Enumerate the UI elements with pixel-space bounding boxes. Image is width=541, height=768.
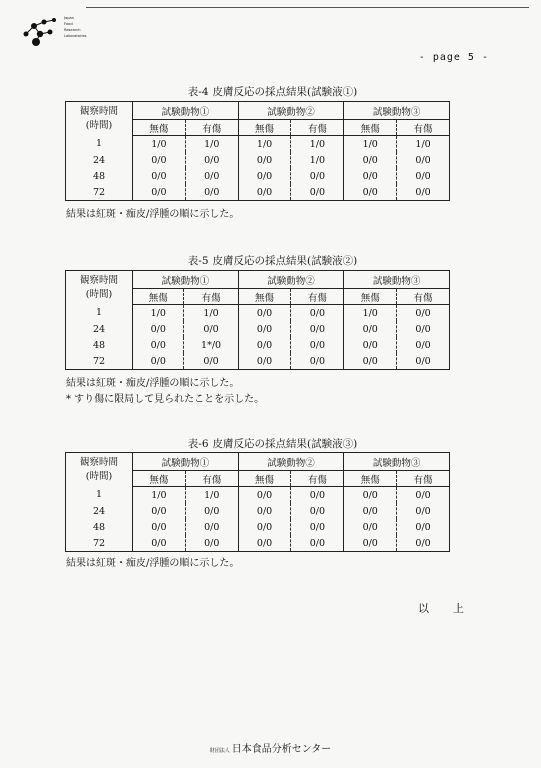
- table-row: 72 0/0 0/0 0/0 0/0 0/0 0/0: [66, 353, 450, 370]
- table-caption: 表-5 皮膚反応の採点結果(試験液②): [187, 255, 358, 267]
- animal-header: 試験動物③: [344, 102, 450, 120]
- table-row: 1 1/0 1/0 0/0 0/0 0/0 0/0: [66, 487, 450, 504]
- table-row: 48 0/0 0/0 0/0 0/0 0/0 0/0: [66, 168, 450, 184]
- animal-header: 試験動物①: [133, 453, 239, 471]
- table-caption: 表-4 皮膚反応の採点結果(試験液①): [187, 86, 358, 98]
- animal-header: 試験動物③: [344, 453, 450, 471]
- sub-header: 有傷: [185, 120, 238, 136]
- sub-header: 無傷: [344, 289, 397, 305]
- logo-text: Japan Food Research Laboratories: [64, 16, 87, 38]
- sub-header: 無傷: [238, 471, 291, 487]
- animal-header: 試験動物③: [344, 271, 450, 289]
- results-table-5: [65, 270, 450, 370]
- table-row: 1 1/0 1/0 1/0 1/0 1/0 1/0: [66, 136, 450, 153]
- animal-header: 試験動物②: [238, 271, 344, 289]
- table-caption: 表-6 皮膚反応の採点結果(試験液③): [187, 438, 358, 450]
- table-row: 48 0/0 1*/0 0/0 0/0 0/0 0/0: [66, 337, 450, 353]
- sub-header: 無傷: [133, 471, 186, 487]
- molecule-logo-icon: [20, 12, 64, 50]
- table-note: 結果は紅斑・痂皮/浮腫の順に示した。: [66, 378, 240, 389]
- sub-header: 有傷: [291, 120, 344, 136]
- footer-org: 財団法人 日本食品分析センター: [209, 744, 332, 755]
- sub-header: 無傷: [133, 120, 186, 136]
- animal-header: 試験動物②: [238, 102, 344, 120]
- animal-header: 試験動物②: [238, 453, 344, 471]
- sub-header: 有傷: [184, 289, 238, 305]
- time-header: 観察時間 (時間): [66, 271, 133, 305]
- closing-mark: 以上: [418, 602, 488, 615]
- sub-header: 無傷: [238, 289, 291, 305]
- animal-header: 試験動物①: [133, 271, 239, 289]
- sub-header: 有傷: [397, 289, 450, 305]
- sub-header: 有傷: [397, 120, 450, 136]
- results-table-4: [65, 101, 450, 201]
- table-row: 72 0/0 0/0 0/0 0/0 0/0 0/0: [66, 535, 450, 552]
- page-number: - page 5 -: [418, 52, 489, 63]
- sub-header: 有傷: [291, 471, 344, 487]
- table-row: 72 0/0 0/0 0/0 0/0 0/0 0/0: [66, 184, 450, 201]
- org-logo: [20, 12, 100, 52]
- footnote: * すり傷に限局して見られたことを示した。: [66, 394, 265, 405]
- sub-header: 無傷: [133, 289, 184, 305]
- sub-header: 有傷: [397, 471, 450, 487]
- sub-header: 有傷: [185, 471, 238, 487]
- sub-header: 有傷: [291, 289, 344, 305]
- table-note: 結果は紅斑・痂皮/浮腫の順に示した。: [66, 209, 240, 220]
- time-header: 観察時間 (時間): [66, 453, 133, 487]
- table-row: 48 0/0 0/0 0/0 0/0 0/0 0/0: [66, 519, 450, 535]
- time-header: 観察時間 (時間): [66, 102, 133, 136]
- animal-header: 試験動物①: [133, 102, 239, 120]
- table-row: 1 1/0 1/0 0/0 0/0 1/0 0/0: [66, 305, 450, 322]
- sub-header: 無傷: [344, 120, 397, 136]
- sub-header: 無傷: [238, 120, 291, 136]
- sub-header: 無傷: [344, 471, 397, 487]
- table-row: 24 0/0 0/0 0/0 1/0 0/0 0/0: [66, 152, 450, 168]
- table-note: 結果は紅斑・痂皮/浮腫の順に示した。: [66, 558, 240, 569]
- table-row: 24 0/0 0/0 0/0 0/0 0/0 0/0: [66, 321, 450, 337]
- results-table-6: [65, 452, 450, 552]
- top-rule: [86, 7, 529, 8]
- table-row: 24 0/0 0/0 0/0 0/0 0/0 0/0: [66, 503, 450, 519]
